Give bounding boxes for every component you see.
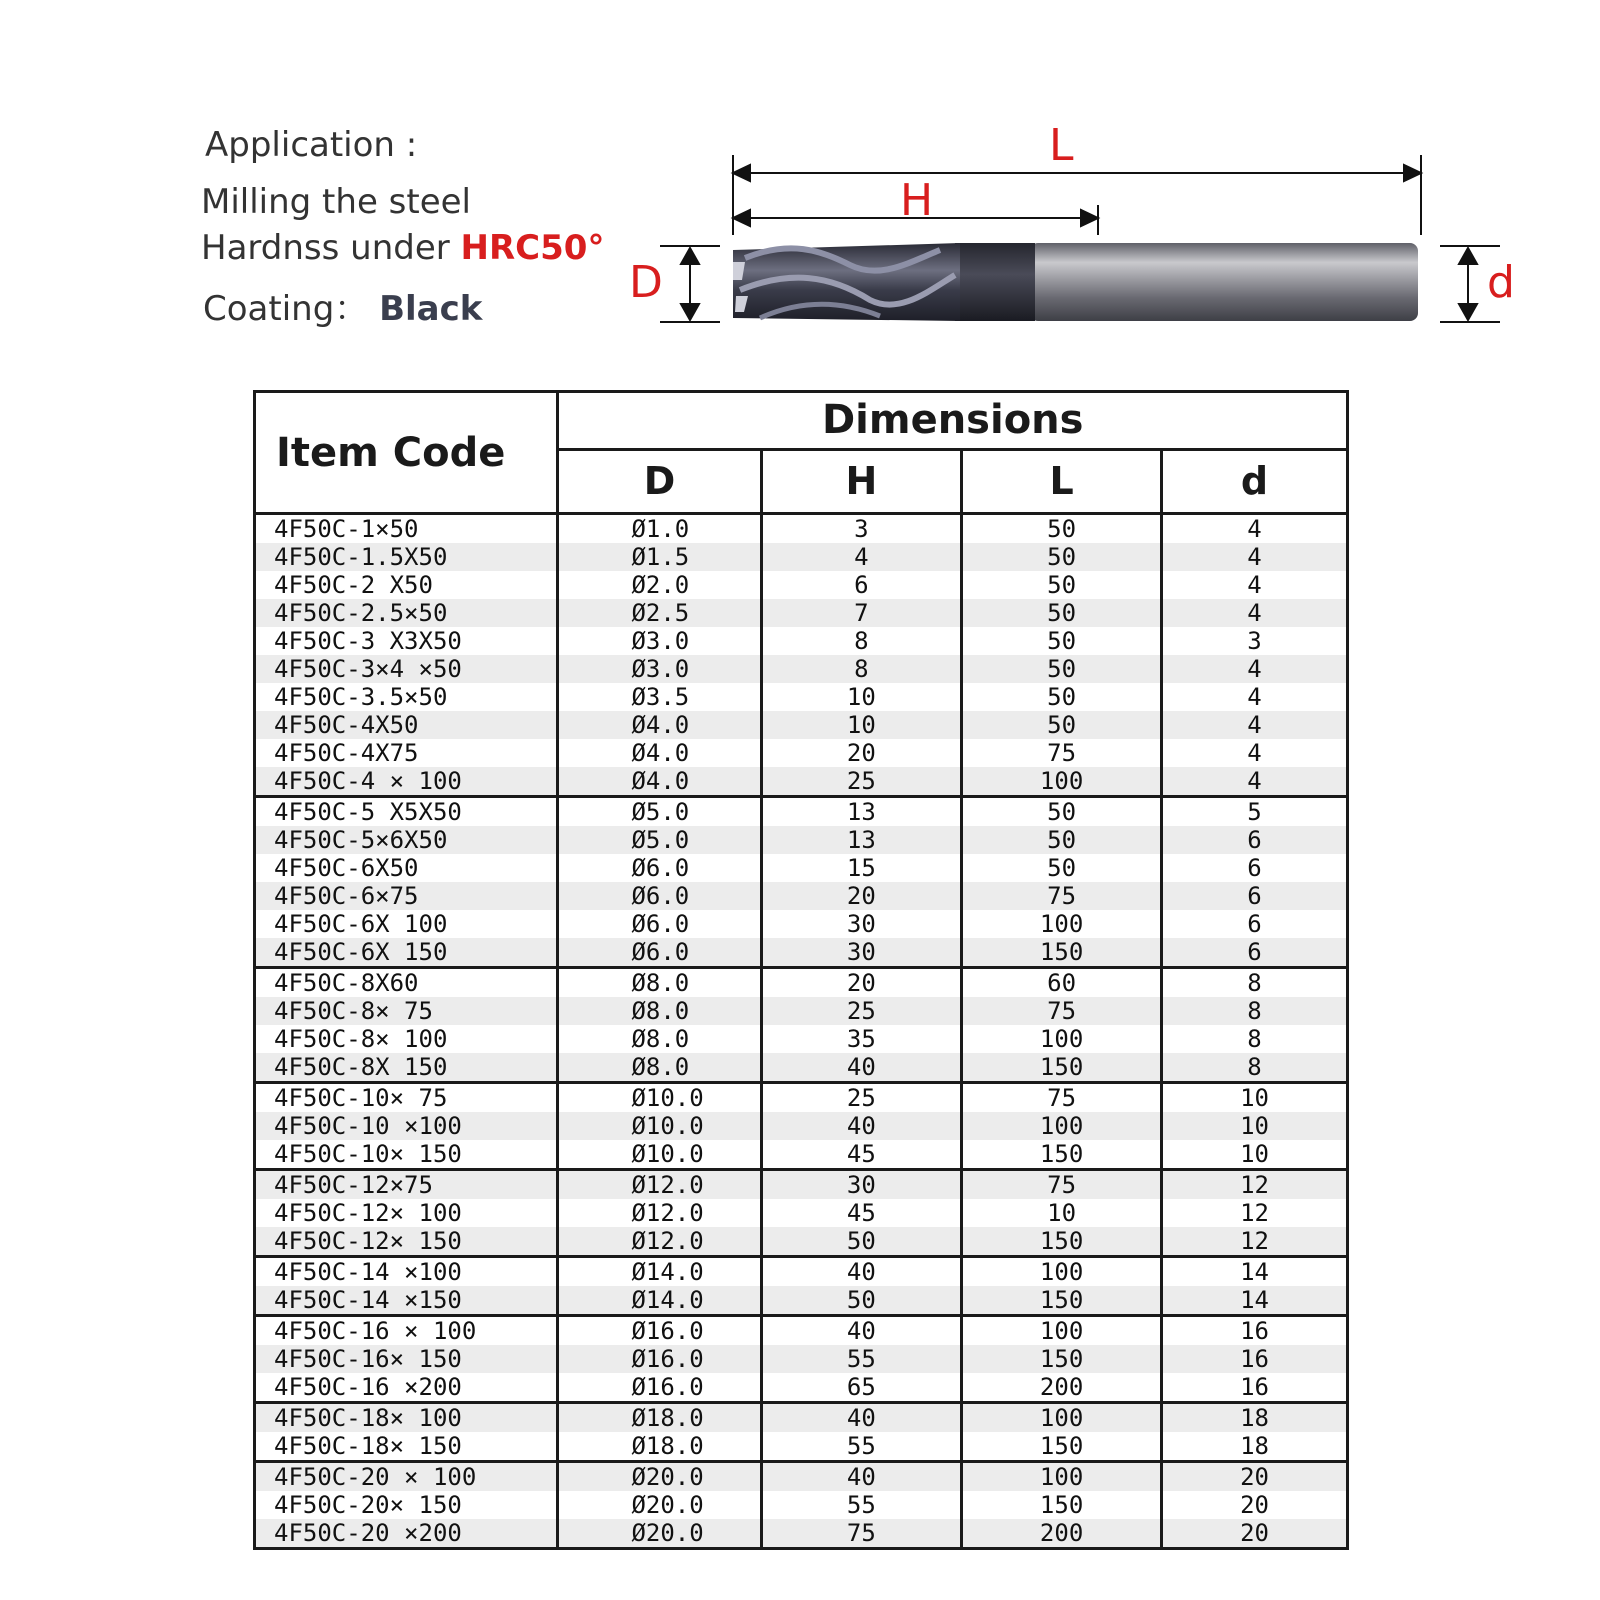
shank-diameter-d-cell: 5 bbox=[1162, 797, 1348, 827]
item-code-cell: 4F50C-16 ×200 bbox=[255, 1373, 558, 1403]
length-dimension bbox=[733, 155, 1421, 235]
diameter-D-cell: Ø6.0 bbox=[558, 882, 761, 910]
item-code-cell: 4F50C-1.5X50 bbox=[255, 543, 558, 571]
table-row bbox=[255, 767, 1348, 797]
shank-diameter-d-cell: 3 bbox=[1162, 627, 1348, 655]
table-row bbox=[255, 1025, 1348, 1053]
col-header-L: L bbox=[962, 449, 1162, 513]
table-row bbox=[255, 1140, 1348, 1170]
item-code-cell: 4F50C-6X 150 bbox=[255, 938, 558, 968]
diameter-D-cell: Ø8.0 bbox=[558, 997, 761, 1025]
table-row bbox=[255, 627, 1348, 655]
shank-diameter-d-cell: 12 bbox=[1162, 1227, 1348, 1257]
end-mill-icon bbox=[733, 243, 1418, 321]
flute-length-H-cell: 40 bbox=[761, 1112, 962, 1140]
shank-diameter-d-cell: 4 bbox=[1162, 655, 1348, 683]
flute-length-H-cell: 40 bbox=[761, 1403, 962, 1433]
flute-length-H-cell: 30 bbox=[761, 1170, 962, 1200]
flute-length-H-cell: 30 bbox=[761, 938, 962, 968]
diameter-D-cell: Ø6.0 bbox=[558, 854, 761, 882]
coating-prefix: Coating： bbox=[203, 289, 369, 329]
flute-length-H-cell: 40 bbox=[761, 1053, 962, 1083]
table-row bbox=[255, 1519, 1348, 1549]
diameter-D-cell: Ø16.0 bbox=[558, 1345, 761, 1373]
overall-length-L-cell: 75 bbox=[962, 1083, 1162, 1113]
table-row bbox=[255, 826, 1348, 854]
overall-length-L-cell: 50 bbox=[962, 514, 1162, 544]
item-code-cell: 4F50C-8X 150 bbox=[255, 1053, 558, 1083]
shank-diameter-d-cell: 20 bbox=[1162, 1462, 1348, 1492]
shank-diameter-d-cell: 4 bbox=[1162, 599, 1348, 627]
table-row bbox=[255, 1053, 1348, 1083]
table-row bbox=[255, 938, 1348, 968]
shank-diameter-d-cell: 18 bbox=[1162, 1432, 1348, 1462]
overall-length-L-cell: 100 bbox=[962, 767, 1162, 797]
diameter-D-cell: Ø12.0 bbox=[558, 1199, 761, 1227]
flute-length-H-cell: 13 bbox=[761, 797, 962, 827]
item-code-cell: 4F50C-3 X3X50 bbox=[255, 627, 558, 655]
item-code-cell: 4F50C-4 × 100 bbox=[255, 767, 558, 797]
table-row bbox=[255, 571, 1348, 599]
item-code-cell: 4F50C-6X50 bbox=[255, 854, 558, 882]
shank-diameter-d-cell: 8 bbox=[1162, 1025, 1348, 1053]
overall-length-L-cell: 50 bbox=[962, 711, 1162, 739]
flute-length-H-cell: 35 bbox=[761, 1025, 962, 1053]
shank-diameter-d-cell: 10 bbox=[1162, 1083, 1348, 1113]
diameter-D-cell: Ø4.0 bbox=[558, 711, 761, 739]
overall-length-L-cell: 75 bbox=[962, 1170, 1162, 1200]
flute-length-H-cell: 65 bbox=[761, 1373, 962, 1403]
table-row bbox=[255, 1083, 1348, 1113]
flute-length-H-cell: 4 bbox=[761, 543, 962, 571]
shank-diameter-d-cell: 6 bbox=[1162, 854, 1348, 882]
overall-length-L-cell: 150 bbox=[962, 1227, 1162, 1257]
flute-length-H-cell: 15 bbox=[761, 854, 962, 882]
flute-length-H-cell: 8 bbox=[761, 627, 962, 655]
overall-length-L-cell: 50 bbox=[962, 826, 1162, 854]
diameter-D-cell: Ø10.0 bbox=[558, 1083, 761, 1113]
shank-diameter-d-cell: 10 bbox=[1162, 1112, 1348, 1140]
diameter-D-cell: Ø12.0 bbox=[558, 1227, 761, 1257]
item-code-cell: 4F50C-3×4 ×50 bbox=[255, 655, 558, 683]
item-code-cell: 4F50C-5×6X50 bbox=[255, 826, 558, 854]
diameter-D-cell: Ø20.0 bbox=[558, 1519, 761, 1549]
flute-length-H-cell: 45 bbox=[761, 1140, 962, 1170]
item-code-cell: 4F50C-6X 100 bbox=[255, 910, 558, 938]
diameter-D-cell: Ø10.0 bbox=[558, 1140, 761, 1170]
diameter-D-cell: Ø2.0 bbox=[558, 571, 761, 599]
diameter-D-cell: Ø8.0 bbox=[558, 968, 761, 998]
diameter-D-cell: Ø6.0 bbox=[558, 910, 761, 938]
shank-diameter-d-cell: 12 bbox=[1162, 1199, 1348, 1227]
overall-length-L-cell: 100 bbox=[962, 1257, 1162, 1287]
table-row bbox=[255, 882, 1348, 910]
shank-diameter-d-cell: 6 bbox=[1162, 938, 1348, 968]
application-use: Milling the steel bbox=[201, 182, 471, 222]
diameter-D-cell: Ø14.0 bbox=[558, 1286, 761, 1316]
item-code-cell: 4F50C-4X50 bbox=[255, 711, 558, 739]
item-code-cell: 4F50C-8× 100 bbox=[255, 1025, 558, 1053]
item-code-cell: 4F50C-18× 150 bbox=[255, 1432, 558, 1462]
overall-length-L-cell: 150 bbox=[962, 1432, 1162, 1462]
shank-diameter-d-cell: 8 bbox=[1162, 1053, 1348, 1083]
overall-length-L-cell: 200 bbox=[962, 1519, 1162, 1549]
shank-diameter-d-cell: 8 bbox=[1162, 968, 1348, 998]
overall-length-L-cell: 50 bbox=[962, 683, 1162, 711]
item-code-cell: 4F50C-2 X50 bbox=[255, 571, 558, 599]
item-code-cell: 4F50C-8X60 bbox=[255, 968, 558, 998]
flute-length-H-cell: 25 bbox=[761, 767, 962, 797]
item-code-cell: 4F50C-1×50 bbox=[255, 514, 558, 544]
item-code-cell: 4F50C-14 ×100 bbox=[255, 1257, 558, 1287]
shank-diameter-d-cell: 6 bbox=[1162, 910, 1348, 938]
flute-length-H-cell: 55 bbox=[761, 1491, 962, 1519]
cutting-diameter-dimension bbox=[660, 246, 720, 322]
label-L: L bbox=[1049, 120, 1074, 171]
shank-diameter-d-cell: 12 bbox=[1162, 1170, 1348, 1200]
diameter-D-cell: Ø4.0 bbox=[558, 767, 761, 797]
flute-length-H-cell: 13 bbox=[761, 826, 962, 854]
table-row bbox=[255, 1227, 1348, 1257]
diameter-D-cell: Ø18.0 bbox=[558, 1432, 761, 1462]
diameter-D-cell: Ø3.5 bbox=[558, 683, 761, 711]
flute-length-H-cell: 20 bbox=[761, 882, 962, 910]
spec-table bbox=[253, 390, 1349, 1550]
table-row bbox=[255, 683, 1348, 711]
label-d: d bbox=[1487, 257, 1515, 308]
shank-diameter-d-cell: 4 bbox=[1162, 711, 1348, 739]
flute-length-H-cell: 3 bbox=[761, 514, 962, 544]
flute-length-H-cell: 20 bbox=[761, 968, 962, 998]
diameter-D-cell: Ø2.5 bbox=[558, 599, 761, 627]
item-code-cell: 4F50C-8× 75 bbox=[255, 997, 558, 1025]
item-code-cell: 4F50C-20× 150 bbox=[255, 1491, 558, 1519]
table-row bbox=[255, 1112, 1348, 1140]
item-code-cell: 4F50C-4X75 bbox=[255, 739, 558, 767]
table-row bbox=[255, 1462, 1348, 1492]
item-code-cell: 4F50C-18× 100 bbox=[255, 1403, 558, 1433]
item-code-cell: 4F50C-20 ×200 bbox=[255, 1519, 558, 1549]
diameter-D-cell: Ø16.0 bbox=[558, 1316, 761, 1346]
table-row bbox=[255, 854, 1348, 882]
overall-length-L-cell: 100 bbox=[962, 1462, 1162, 1492]
item-code-cell: 4F50C-12× 150 bbox=[255, 1227, 558, 1257]
item-code-cell: 4F50C-10× 150 bbox=[255, 1140, 558, 1170]
diameter-D-cell: Ø5.0 bbox=[558, 797, 761, 827]
overall-length-L-cell: 75 bbox=[962, 739, 1162, 767]
flute-length-H-cell: 40 bbox=[761, 1316, 962, 1346]
spec-table-body bbox=[255, 514, 1348, 1549]
overall-length-L-cell: 150 bbox=[962, 938, 1162, 968]
shank-diameter-d-cell: 18 bbox=[1162, 1403, 1348, 1433]
diameter-D-cell: Ø1.0 bbox=[558, 514, 761, 544]
shank-diameter-d-cell: 6 bbox=[1162, 826, 1348, 854]
item-code-cell: 4F50C-12× 100 bbox=[255, 1199, 558, 1227]
item-code-cell: 4F50C-10× 75 bbox=[255, 1083, 558, 1113]
overall-length-L-cell: 50 bbox=[962, 543, 1162, 571]
diameter-D-cell: Ø4.0 bbox=[558, 739, 761, 767]
shank-diameter-d-cell: 4 bbox=[1162, 739, 1348, 767]
hardness-value: HRC50° bbox=[460, 228, 605, 268]
shank-diameter-d-cell: 16 bbox=[1162, 1345, 1348, 1373]
shank-diameter-d-cell: 20 bbox=[1162, 1491, 1348, 1519]
overall-length-L-cell: 10 bbox=[962, 1199, 1162, 1227]
overall-length-L-cell: 150 bbox=[962, 1345, 1162, 1373]
overall-length-L-cell: 50 bbox=[962, 627, 1162, 655]
diameter-D-cell: Ø20.0 bbox=[558, 1491, 761, 1519]
table-row bbox=[255, 543, 1348, 571]
diameter-D-cell: Ø16.0 bbox=[558, 1373, 761, 1403]
overall-length-L-cell: 50 bbox=[962, 599, 1162, 627]
overall-length-L-cell: 100 bbox=[962, 1025, 1162, 1053]
flute-length-H-cell: 25 bbox=[761, 997, 962, 1025]
overall-length-L-cell: 150 bbox=[962, 1140, 1162, 1170]
col-header-d: d bbox=[1162, 449, 1348, 513]
shank-diameter-d-cell: 16 bbox=[1162, 1316, 1348, 1346]
diameter-D-cell: Ø3.0 bbox=[558, 655, 761, 683]
item-code-cell: 4F50C-5 X5X50 bbox=[255, 797, 558, 827]
table-row bbox=[255, 1170, 1348, 1200]
overall-length-L-cell: 100 bbox=[962, 1112, 1162, 1140]
overall-length-L-cell: 100 bbox=[962, 1316, 1162, 1346]
flute-length-H-cell: 30 bbox=[761, 910, 962, 938]
overall-length-L-cell: 150 bbox=[962, 1286, 1162, 1316]
flute-length-H-cell: 55 bbox=[761, 1345, 962, 1373]
overall-length-L-cell: 100 bbox=[962, 1403, 1162, 1433]
application-label: Application : bbox=[205, 125, 418, 165]
flute-length-H-cell: 20 bbox=[761, 739, 962, 767]
item-code-cell: 4F50C-14 ×150 bbox=[255, 1286, 558, 1316]
table-row bbox=[255, 997, 1348, 1025]
col-header-H: H bbox=[761, 449, 962, 513]
overall-length-L-cell: 200 bbox=[962, 1373, 1162, 1403]
table-row bbox=[255, 1373, 1348, 1403]
diameter-D-cell: Ø5.0 bbox=[558, 826, 761, 854]
overall-length-L-cell: 150 bbox=[962, 1491, 1162, 1519]
table-row bbox=[255, 1316, 1348, 1346]
table-row bbox=[255, 1432, 1348, 1462]
diameter-D-cell: Ø20.0 bbox=[558, 1462, 761, 1492]
diameter-D-cell: Ø8.0 bbox=[558, 1053, 761, 1083]
flute-length-H-cell: 7 bbox=[761, 599, 962, 627]
diameter-D-cell: Ø3.0 bbox=[558, 627, 761, 655]
coating-value: Black bbox=[379, 289, 483, 329]
table-row bbox=[255, 910, 1348, 938]
flute-length-H-cell: 55 bbox=[761, 1432, 962, 1462]
overall-length-L-cell: 60 bbox=[962, 968, 1162, 998]
item-code-cell: 4F50C-16 × 100 bbox=[255, 1316, 558, 1346]
overall-length-L-cell: 75 bbox=[962, 997, 1162, 1025]
shank-diameter-d-cell: 8 bbox=[1162, 997, 1348, 1025]
diameter-D-cell: Ø14.0 bbox=[558, 1257, 761, 1287]
flute-length-H-cell: 10 bbox=[761, 711, 962, 739]
shank-diameter-d-cell: 6 bbox=[1162, 882, 1348, 910]
shank-diameter-d-cell: 4 bbox=[1162, 767, 1348, 797]
item-code-cell: 4F50C-20 × 100 bbox=[255, 1462, 558, 1492]
shank-diameter-d-cell: 14 bbox=[1162, 1286, 1348, 1316]
table-row bbox=[255, 968, 1348, 998]
item-code-cell: 4F50C-10 ×100 bbox=[255, 1112, 558, 1140]
label-D: D bbox=[629, 257, 663, 308]
flute-length-H-cell: 10 bbox=[761, 683, 962, 711]
flute-length-H-cell: 25 bbox=[761, 1083, 962, 1113]
shank-diameter-d-cell: 4 bbox=[1162, 543, 1348, 571]
label-H: H bbox=[900, 175, 934, 226]
table-row bbox=[255, 1345, 1348, 1373]
flute-length-H-cell: 45 bbox=[761, 1199, 962, 1227]
flute-length-H-cell: 50 bbox=[761, 1227, 962, 1257]
table-row bbox=[255, 1257, 1348, 1287]
overall-length-L-cell: 50 bbox=[962, 571, 1162, 599]
flute-length-H-cell: 40 bbox=[761, 1462, 962, 1492]
overall-length-L-cell: 150 bbox=[962, 1053, 1162, 1083]
diameter-D-cell: Ø6.0 bbox=[558, 938, 761, 968]
dimensions-header: Dimensions bbox=[558, 392, 1348, 450]
table-row bbox=[255, 739, 1348, 767]
overall-length-L-cell: 50 bbox=[962, 854, 1162, 882]
table-row bbox=[255, 1491, 1348, 1519]
diameter-D-cell: Ø10.0 bbox=[558, 1112, 761, 1140]
item-code-cell: 4F50C-16× 150 bbox=[255, 1345, 558, 1373]
table-row bbox=[255, 514, 1348, 544]
col-header-D: D bbox=[558, 449, 761, 513]
diameter-D-cell: Ø1.5 bbox=[558, 543, 761, 571]
shank-diameter-d-cell: 14 bbox=[1162, 1257, 1348, 1287]
diameter-D-cell: Ø18.0 bbox=[558, 1403, 761, 1433]
item-code-header: Item Code bbox=[255, 392, 558, 514]
table-row bbox=[255, 797, 1348, 827]
shank-diameter-d-cell: 10 bbox=[1162, 1140, 1348, 1170]
flute-length-H-cell: 50 bbox=[761, 1286, 962, 1316]
hardness-prefix: Hardnss under bbox=[201, 228, 450, 268]
item-code-cell: 4F50C-3.5×50 bbox=[255, 683, 558, 711]
flute-length-H-cell: 6 bbox=[761, 571, 962, 599]
shank-diameter-d-cell: 16 bbox=[1162, 1373, 1348, 1403]
table-row bbox=[255, 711, 1348, 739]
shank-diameter-d-cell: 4 bbox=[1162, 571, 1348, 599]
item-code-cell: 4F50C-12×75 bbox=[255, 1170, 558, 1200]
item-code-cell: 4F50C-2.5×50 bbox=[255, 599, 558, 627]
shank-diameter-d-cell: 20 bbox=[1162, 1519, 1348, 1549]
table-row bbox=[255, 655, 1348, 683]
diameter-D-cell: Ø12.0 bbox=[558, 1170, 761, 1200]
flute-length-H-cell: 8 bbox=[761, 655, 962, 683]
flute-length-H-cell: 40 bbox=[761, 1257, 962, 1287]
table-row bbox=[255, 1403, 1348, 1433]
table-row bbox=[255, 1286, 1348, 1316]
diameter-D-cell: Ø8.0 bbox=[558, 1025, 761, 1053]
table-row bbox=[255, 599, 1348, 627]
shank-diameter-d-cell: 4 bbox=[1162, 514, 1348, 544]
shank-diameter-d-cell: 4 bbox=[1162, 683, 1348, 711]
end-mill-diagram bbox=[0, 0, 1600, 360]
item-code-cell: 4F50C-6×75 bbox=[255, 882, 558, 910]
overall-length-L-cell: 50 bbox=[962, 655, 1162, 683]
flute-length-H-cell: 75 bbox=[761, 1519, 962, 1549]
table-row bbox=[255, 1199, 1348, 1227]
overall-length-L-cell: 100 bbox=[962, 910, 1162, 938]
overall-length-L-cell: 50 bbox=[962, 797, 1162, 827]
overall-length-L-cell: 75 bbox=[962, 882, 1162, 910]
